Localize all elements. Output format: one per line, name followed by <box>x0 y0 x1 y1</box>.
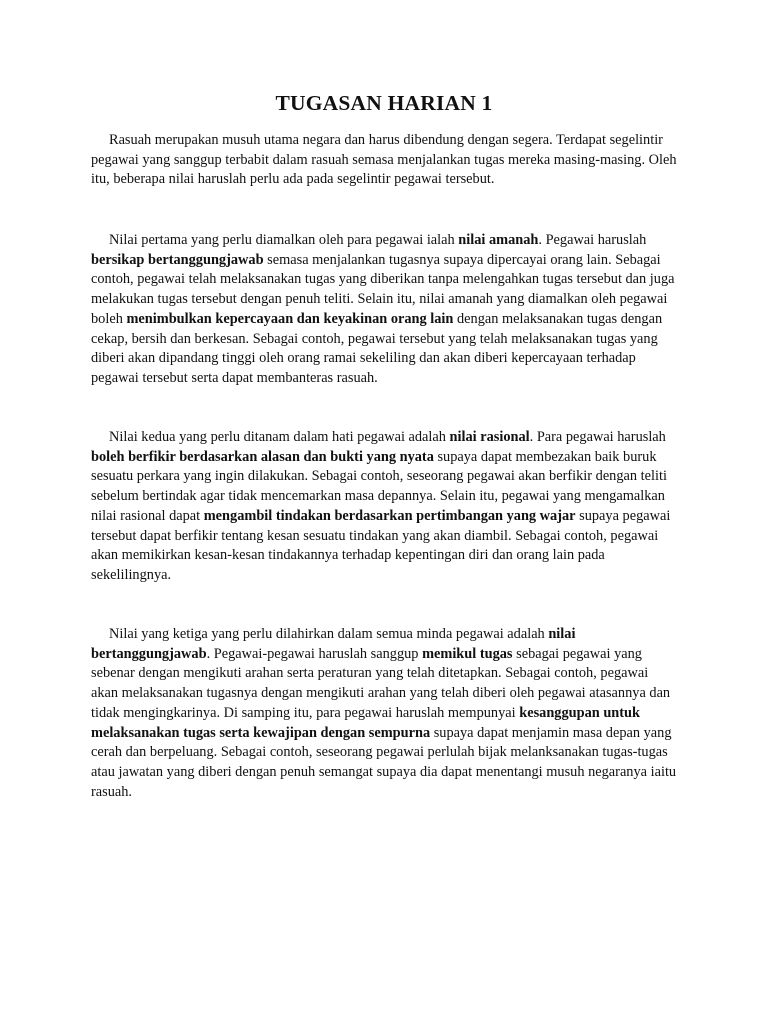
text-run: sebagai pegawai yang sebenar dengan mengikuti arahan serta peraturan yang telah ditetapkan. Sebagai contoh, pegawai akan melaksanakan tugasnya dengan mengikuti arahan yang telah diberi oleh pegawai atasannya dan tidak mengingkarinya. Di samping itu, para pegawai haruslah mempunyai <box>91 645 671 721</box>
text-run: supaya dapat menjamin masa depan yang cerah dan berpeluang. Sebagai contoh, seseorang pegawai perlulah bijak melanksanakan tugas-tugas atau jawatan yang diberi dengan penuh semangat supaya dia dapat menentangi musuh negaranya iaitu rasuah. <box>91 724 677 800</box>
text-run: dengan melaksanakan tugas dengan cekap, bersih dan berkesan. Sebagai contoh, pegawai tersebut yang telah melaksanakan tugas yang diberi akan dipandang tinggi oleh orang ramai sekeliling dan akan diberi kepercayaan terhadap pegawai tersebut serta dapat membanteras rasuah. <box>91 310 663 386</box>
text-run: . Para pegawai haruslah <box>529 429 666 445</box>
text-run: Rasuah merupakan musuh utama negara dan harus dibendung dengan segera. Terdapat segelintir pegawai yang sanggup terbabit dalam rasuah semasa menjalankan tugas mereka masing-masing. Oleh itu, beberapa nilai haruslah perlu ada pada segelintir pegawai tersebut. <box>91 132 677 188</box>
text-run: . Pegawai haruslah <box>538 232 647 248</box>
bold-phrase: nilai rasional <box>449 429 530 445</box>
text-run: semasa menjalankan tugasnya supaya dipercayai orang lain. Sebagai contoh, pegawai telah melaksanakan tugas yang diberikan tanpa melengahkan tugas tersebut dan juga melakukan tugas tersebut dengan penuh teliti. Selain itu, nilai amanah yang diamalkan oleh pegawai boleh <box>91 251 675 327</box>
text-run: supaya dapat membezakan baik buruk sesuatu perkara yang ingin dilakukan. Sebagai contoh, seseorang pegawai akan berfikir dengan teliti sebelum bertindak agar tidak mencemarkan masa depannya. Selain itu, pegawai yang mengamalkan nilai rasional dapat <box>91 448 667 524</box>
nilai-amanah-paragraph <box>91 231 677 389</box>
bold-phrase: nilai bertanggungjawab <box>91 626 576 662</box>
bold-phrase: mengambil tindakan berdasarkan pertimbangan yang wajar <box>203 507 576 524</box>
document-title: TUGASAN HARIAN 1 <box>275 91 493 115</box>
nilai-bertanggungjawab-paragraph <box>91 625 677 802</box>
text-run: Nilai pertama yang perlu diamalkan oleh para pegawai ialah <box>109 232 459 248</box>
text-run: Nilai yang ketiga yang perlu dilahirkan dalam semua minda pegawai adalah <box>109 626 549 642</box>
bold-phrase: nilai amanah <box>458 232 539 248</box>
bold-phrase: memikul tugas <box>422 645 513 662</box>
intro-paragraph <box>91 131 677 190</box>
bold-phrase: bersikap bertanggungjawab <box>91 251 264 268</box>
bold-phrase: boleh berfikir berdasarkan alasan dan bukti yang nyata <box>91 448 434 465</box>
text-run: Nilai kedua yang perlu ditanam dalam hati pegawai adalah <box>109 429 450 445</box>
bold-phrase: menimbulkan kepercayaan dan keyakinan orang lain <box>126 310 454 327</box>
text-run: supaya pegawai tersebut dapat berfikir tentang kesan sesuatu tindakan yang akan diambil. Sebagai contoh, pegawai akan memikirkan kesan-kesan tindakannya terhadap kepentingan diri dan orang lain pada sekelilingnya. <box>91 507 671 583</box>
text-run: . Pegawai-pegawai haruslah sanggup <box>206 645 423 662</box>
nilai-rasional-paragraph <box>91 428 677 586</box>
bold-phrase: kesanggupan untuk melaksanakan tugas serta kewajipan dengan sempurna <box>91 704 641 741</box>
